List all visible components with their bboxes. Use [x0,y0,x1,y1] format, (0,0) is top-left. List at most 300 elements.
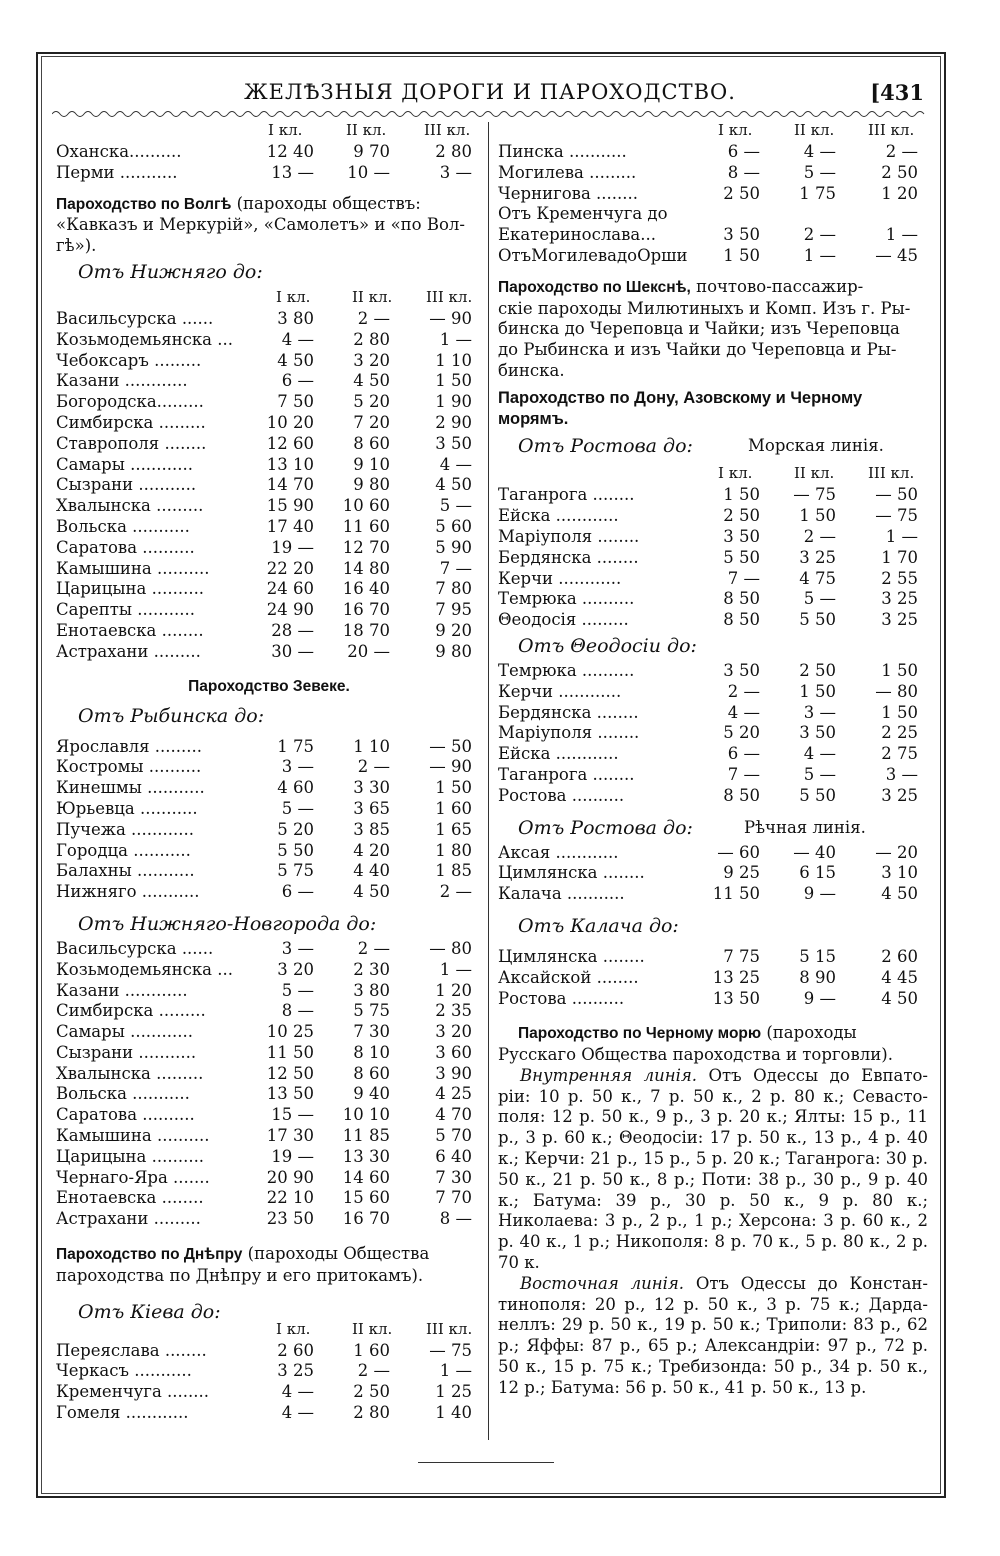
text-line [498,204,928,225]
fare-class-1: 8 50 [723,610,760,630]
fare-class-1: 12 60 [266,433,314,453]
fare-class-2: 3 20 [353,350,390,370]
destination-name: Симбирска ......... [56,1001,206,1021]
header-class-2: II кл. [794,464,835,483]
fare-class-3: 1 50 [435,778,472,798]
fare-class-3: 2 80 [435,142,472,161]
fare-class-2: 3 85 [353,819,390,839]
dnepr-text: (пароходы Общества [242,1244,430,1264]
header-class-3: III кл. [424,121,471,139]
fare-class-1: 4 50 [277,350,314,370]
fare-class-2: 9 — [803,988,836,1008]
route-heading: Отъ Кіева до: [78,1300,221,1323]
fare-class-2: 14 60 [342,1167,390,1187]
destination-name: Ростова .......... [498,988,625,1008]
table-row [498,661,928,682]
fare-class-1: 2 — [727,681,760,701]
fare-class-3: — 80 [875,681,918,701]
fare-class-1: 3 20 [277,959,314,979]
fare-class-3: 1 50 [881,702,918,722]
fare-class-3: 7 80 [435,579,472,599]
east-line-text: Отъ Одессы до Констан-тинополя: 20 р., 12 р. 50 к., 3 р. 75 к.; Дарда-неллъ: 29 р. 50 к., 19 р. 50 к.; Триполи: 83 р., 62 р.; Яффы: 87 р., 65 р.; Александріи: 97 р., 72 р. 50 к., 15 р. 75 к.; Требизонда: 50 р., 34 р. 50 к., 12 р.; Батума: 56 р. 50 к., 41 р. 50 к., 13 р. [498,1273,929,1397]
fare-class-2: 18 70 [342,620,390,640]
fare-class-2: 5 — [803,162,836,182]
fare-class-1: 4 — [281,1382,314,1402]
fare-class-1: 17 30 [266,1126,314,1146]
fare-class-1: 12 50 [266,1063,314,1083]
fare-class-1: 7 75 [723,946,760,966]
fare-class-3: 2 90 [435,412,472,432]
fare-class-1: 4 60 [277,778,314,798]
fare-class-1: 7 — [727,764,760,784]
destination-name: Бердянска ........ [498,547,639,567]
fare-class-3: 1 60 [435,798,472,818]
destination-name: Васильсурска ...... [56,308,214,328]
fare-class-1: 6 — [727,744,760,764]
fare-class-1: 6 — [727,142,760,161]
fare-class-2: 10 60 [342,496,390,516]
fare-class-1: 22 10 [266,1188,314,1208]
sheksna-text: почтово-пассажир- [690,276,864,296]
fare-class-2: 1 50 [799,681,836,701]
fare-class-2: 2 50 [353,1382,390,1402]
destination-name: Ставрополя ........ [56,433,207,453]
fare-class-3: 1 — [439,959,472,979]
header-class-2: II кл. [352,1319,393,1338]
fare-class-3: 4 70 [435,1105,472,1125]
fare-class-2: 13 30 [342,1146,390,1166]
fare-class-3: 9 80 [435,641,472,661]
black-sea-text: (пароходы [761,1023,857,1043]
destination-name: Вольска ........... [56,516,190,536]
destination-name: Нижняго ........... [56,882,200,902]
fare-class-3: 4 — [439,454,472,474]
fare-class-3: 1 10 [435,350,472,370]
header-class-3: III кл. [426,287,473,306]
east-line-label: Восточная линія. [520,1273,685,1293]
fare-class-1: 14 70 [266,475,314,495]
table-row [56,351,482,372]
header-class-1: I кл. [268,121,303,139]
table-row [56,1188,482,1209]
fare-class-1: 3 25 [277,1361,314,1381]
fare-class-2: 3 65 [353,798,390,818]
class-header [498,120,928,142]
destination-name: Городца ........... [56,840,191,860]
destination-name: Екатеринослава... [498,225,656,245]
table-row [56,1403,482,1424]
fare-class-1: 6 — [281,882,314,902]
fare-class-1: 5 20 [277,819,314,839]
header-class-1: I кл. [276,287,311,306]
fare-class-3: 3 10 [881,863,918,883]
table-row [498,968,928,989]
table-row [56,142,482,163]
fare-class-3: 3 25 [881,785,918,805]
fare-class-2: 4 50 [353,371,390,391]
route-heading: Отъ Рыбинска до: [78,704,265,727]
destination-name: Костромы .......... [56,757,202,777]
fare-class-3: — 90 [429,308,472,328]
table-row [498,589,928,610]
header-class-3: III кл. [868,121,915,139]
table-row [56,642,482,663]
fare-class-1: 5 50 [723,547,760,567]
fare-class-2: 2 — [357,308,390,328]
table-row [56,820,482,841]
table-row [498,884,928,905]
destination-name: Аксайской ........ [498,967,639,987]
fare-class-2: 7 20 [353,412,390,432]
dnepr-text: пароходства по Днѣпру и его притокамъ). [56,1265,424,1285]
fare-class-2: 2 30 [353,959,390,979]
fare-class-1: 12 40 [266,142,314,161]
table-row [56,1001,482,1022]
fare-class-2: 9 70 [353,142,390,161]
sheksna-text: до Рыбинска и изъ Чайки до Череповца и Ры- [498,340,897,360]
table-row [498,569,928,590]
fare-class-3: 3 50 [435,433,472,453]
volga-text: (пароходы обществъ: [231,193,421,213]
table-row [56,939,482,960]
class-header [56,1319,482,1341]
fare-class-3: 2 75 [881,744,918,764]
fare-class-1: 4 — [727,702,760,722]
fare-class-2: 12 70 [342,537,390,557]
fare-class-2: 4 40 [353,861,390,881]
table-row [56,392,482,413]
wavy-rule [52,108,928,120]
fare-class-3: 1 50 [435,371,472,391]
table-row [56,1105,482,1126]
fare-class-3: 7 30 [435,1167,472,1187]
fare-class-1: 19 — [271,1146,314,1166]
section-title-volga: Пароходство по Волгѣ [56,195,232,213]
destination-name: Саратова .......... [56,1105,195,1125]
table-row [56,309,482,330]
fare-class-1: 9 25 [723,863,760,883]
route-heading: Отъ Θеодосіи до: [518,634,697,657]
fare-class-1: 6 — [281,371,314,391]
route-heading: Отъ Нижняго-Новгорода до: [78,912,377,935]
destination-name: Камышина .......... [56,1126,210,1146]
destination-name: Царицына .......... [56,1146,205,1166]
fare-class-1: 4 — [281,1403,314,1423]
table-row [498,863,928,884]
fare-class-2: 1 75 [799,183,836,203]
fare-class-3: 3 60 [435,1042,472,1062]
fare-class-1: 3 50 [723,526,760,546]
fare-class-1: 3 50 [723,660,760,680]
table-row [498,548,928,569]
fare-class-3: — 50 [429,736,472,756]
table-row [56,1361,482,1382]
section-title-dnepr: Пароходство по Днѣпру [56,1246,243,1264]
destination-name: Маріуполя ........ [498,723,640,743]
fare-class-1: 5 — [281,980,314,1000]
fare-class-3: 1 40 [435,1403,472,1423]
header-class-1: I кл. [276,1319,311,1338]
table-row [56,434,482,455]
destination-name: Θеодосія ......... [498,610,629,630]
fare-class-2: 5 50 [799,610,836,630]
destination-name: Аксая ............ [498,842,619,862]
fare-class-3: 5 — [439,496,472,516]
table-row [498,610,928,631]
fare-class-2: 1 — [803,245,836,265]
sheksna-text: бинска. [498,360,565,380]
fare-table-pinsk [498,142,928,204]
destination-name: Ейска ............ [498,506,619,526]
header-class-3: III кл. [426,1319,473,1338]
table-row [56,1126,482,1147]
table-row [498,682,928,703]
destination-name: ОтъМогилевадоОрши [498,245,688,265]
table-row [56,757,482,778]
fare-class-2: 2 — [357,1361,390,1381]
fare-class-1: 13 10 [266,454,314,474]
fare-class-2: 11 60 [342,516,390,536]
header-class-2: II кл. [352,287,393,306]
section-title-don [498,388,928,430]
destination-name: Кременчуга ........ [56,1382,209,1402]
fare-class-3: — 90 [429,757,472,777]
fare-class-2: 1 10 [353,736,390,756]
destination-name: Саратова .......... [56,537,195,557]
fare-class-1: 8 50 [723,589,760,609]
table-row [56,861,482,882]
section-title-black-sea: Пароходство по Черному морю [518,1025,762,1043]
table-row [56,538,482,559]
table-row [56,841,482,862]
fare-class-1: 2 50 [723,183,760,203]
fare-class-3: 7 95 [435,600,472,620]
header-class-1: I кл. [718,121,753,139]
fare-class-3: 4 45 [881,967,918,987]
table-row [498,163,928,184]
fare-class-1: 7 — [727,568,760,588]
destination-name: Таганрога ........ [498,764,635,784]
fare-class-2: 2 — [803,526,836,546]
destination-name: Бердянска ........ [498,702,639,722]
fare-class-1: 13 — [271,162,314,182]
fare-table-kiev [56,1341,482,1424]
destination-name: Хвалынска ......... [56,496,204,516]
destination-name: Камышина .......... [56,558,210,578]
table-row [56,737,482,758]
destination-name: Симбирска ......... [56,412,206,432]
fare-class-1: 20 90 [266,1167,314,1187]
table-row [56,1382,482,1403]
destination-name: Балахны ........... [56,861,195,881]
fare-class-3: 2 35 [435,1001,472,1021]
table-row [56,517,482,538]
fare-class-3: 2 60 [881,946,918,966]
destination-name: Черкасъ ........... [56,1361,192,1381]
don-title: морямъ. [498,409,569,428]
fare-class-3: 1 — [885,526,918,546]
fare-class-1: 13 50 [266,1084,314,1104]
fare-class-1: 15 90 [266,496,314,516]
route-heading: Отъ Ростова до: [518,816,693,839]
east-line-paragraph [498,1274,928,1399]
fare-class-3: 2 — [885,142,918,161]
table-row [56,1043,482,1064]
fare-class-3: 7 — [439,558,472,578]
fare-class-2: 4 20 [353,840,390,860]
volga-text: «Кавказъ и Меркурій», «Самолетъ» и «по Вол- [56,215,465,235]
fare-class-3: 2 50 [881,162,918,182]
fare-class-2: 5 20 [353,392,390,412]
fare-class-3: 7 70 [435,1188,472,1208]
fare-class-3: 4 50 [881,988,918,1008]
fare-class-2: 5 15 [799,946,836,966]
page-number: [431 [870,80,924,105]
header-class-2: II кл. [346,121,387,139]
fare-class-3: 9 20 [435,620,472,640]
table-row [56,799,482,820]
destination-name: Цимлянска ........ [498,863,645,883]
destination-name: Цимлянска ........ [498,946,645,966]
destination-name: Енотаевска ........ [56,620,204,640]
fare-class-3: — 80 [429,938,472,958]
volga-text: гѣ»). [56,236,97,256]
fare-class-2: — 75 [793,485,836,505]
table-row [498,485,928,506]
fare-class-1: 17 40 [266,516,314,536]
fare-class-3: 5 60 [435,516,472,536]
destination-name: Астрахани ......... [56,641,201,661]
fare-class-2: 7 30 [353,1022,390,1042]
table-row [498,765,928,786]
section-title-sheksna: Пароходство по Шекснѣ, [498,278,691,296]
fare-class-1: 22 20 [266,558,314,578]
fare-class-1: 3 — [281,757,314,777]
sheksna-intro [498,277,928,382]
fare-class-1: 5 50 [277,840,314,860]
destination-name: Богородска......... [56,392,204,412]
fare-class-3: — 75 [875,506,918,526]
fare-class-2: 2 50 [799,660,836,680]
destination-name: Могилева ......... [498,162,637,182]
fare-class-2: 2 — [357,938,390,958]
fare-class-3: 1 20 [881,183,918,203]
fare-class-3: 4 50 [881,884,918,904]
route-heading-row [498,429,928,463]
fare-class-2: 3 30 [353,778,390,798]
table-row [56,455,482,476]
fare-class-2: 2 — [803,225,836,245]
header-class-2: II кл. [794,121,835,139]
fare-class-2: 10 10 [342,1105,390,1125]
fare-class-2: 9 40 [353,1084,390,1104]
fare-class-2: 2 80 [353,329,390,349]
fare-class-3: 6 40 [435,1146,472,1166]
destination-name: Енотаевска ........ [56,1188,204,1208]
fare-class-2: 8 10 [353,1042,390,1062]
table-row [498,246,928,267]
fare-class-1: 5 75 [277,861,314,881]
fare-class-2: 10 — [347,162,390,182]
fare-class-3: 1 80 [435,840,472,860]
fare-class-2: 15 60 [342,1188,390,1208]
fare-table-nizhny [56,939,482,1230]
fare-class-3: 1 25 [435,1382,472,1402]
fare-class-3: 3 — [439,162,472,182]
fare-class-2: 5 50 [799,785,836,805]
line-label: Морская линія. [748,436,884,456]
table-row [498,947,928,968]
table-row [498,142,928,163]
fare-class-2: 14 80 [342,558,390,578]
fare-class-2: 9 — [803,884,836,904]
destination-name: Козьмодемьянска ... [56,329,233,349]
fare-class-2: 8 60 [353,433,390,453]
sheksna-text: скіе пароходы Милютиныхъ и Комп. Изъ г. Ры- [498,298,911,318]
class-header [498,463,928,485]
fare-class-2: 2 — [357,757,390,777]
fare-class-3: 1 — [439,1361,472,1381]
fare-class-1: 28 — [271,620,314,640]
destination-name: Сызрани ........... [56,1042,197,1062]
fare-class-2: 5 — [803,589,836,609]
fare-class-3: — 45 [875,245,918,265]
destination-name: Темрюка .......... [498,660,635,680]
table-row [56,163,482,184]
fare-class-2: 6 15 [799,863,836,883]
table-row [498,527,928,548]
fare-class-1: 8 — [727,162,760,182]
class-header [56,120,482,142]
table-row [498,703,928,724]
destination-name: Перми ........... [56,162,178,182]
fare-class-2: 16 40 [342,579,390,599]
fare-class-1: 2 50 [723,506,760,526]
route-heading: Отъ Калача до: [518,914,679,937]
left-column [56,120,482,1424]
fare-class-2: 2 80 [353,1403,390,1423]
section-title-zeveke: Пароходство Зевеке. [188,677,350,695]
table-row [498,506,928,527]
fare-class-3: 3 25 [881,589,918,609]
destination-name: Царицына .......... [56,579,205,599]
fare-class-2: 16 70 [342,600,390,620]
route-heading: Отъ Нижняго до: [78,260,263,283]
page-title: ЖЕЛѢЗНЫЯ ДОРОГИ И ПАРОХОДСТВО. [244,80,736,104]
fare-class-2: 3 25 [799,547,836,567]
inner-line-text: Отъ Одессы до Евпато-ріи: 10 р. 50 к., 7 р. 50 к., 2 р. 80 к.; Севасто-поля: 12 р. 50 к., 9 р., 3 р. 20 к.; Ялты: 15 р., 11 р., 3 р. 60 к.; Θеодосіи: 17 р. 50 к., 13 р., 4 р. 40 к.; Керчи: 21 р., 15 р., 5 р. 20 к.; Таганрога: 30 р. 50 к., 21 р. 50 к., 8 р.; Поти: 38 р., 30 р., 9 р. 40 к.; Батума: 39 р., 30 р. 50 к., 9 р. 80 к.; Николаева: 3 р., 2 р., 1 р.; Херсона: 3 р. 60 к., 2 р. 40 к., 1 р.; Никополя: 8 р. 70 к., 5 р. 80 к., 2 р. 70 к. [498,1065,928,1273]
fare-class-1: 11 50 [712,884,760,904]
destination-name: Таганрога ........ [498,485,635,505]
fare-class-1: 2 60 [277,1340,314,1360]
fare-table-zeveke [56,737,482,903]
destination-name: Самары ............ [56,454,194,474]
volga-intro [56,194,482,257]
fare-class-1: 3 80 [277,308,314,328]
fare-class-3: 3 20 [435,1022,472,1042]
destination-name: Казани ............ [56,371,188,391]
fare-table-kalach [498,947,928,1009]
destination-name: Пинска ........... [498,142,627,161]
table-row [56,1022,482,1043]
fare-class-3: 2 55 [881,568,918,588]
black-sea-text: Русскаго Общества пароходства и торговли). [498,1045,893,1065]
destination-name: Кинешмы ........... [56,778,205,798]
fare-class-1: 11 50 [266,1042,314,1062]
fare-class-1: 30 — [271,641,314,661]
fare-class-3: 3 90 [435,1063,472,1083]
table-row [56,1084,482,1105]
